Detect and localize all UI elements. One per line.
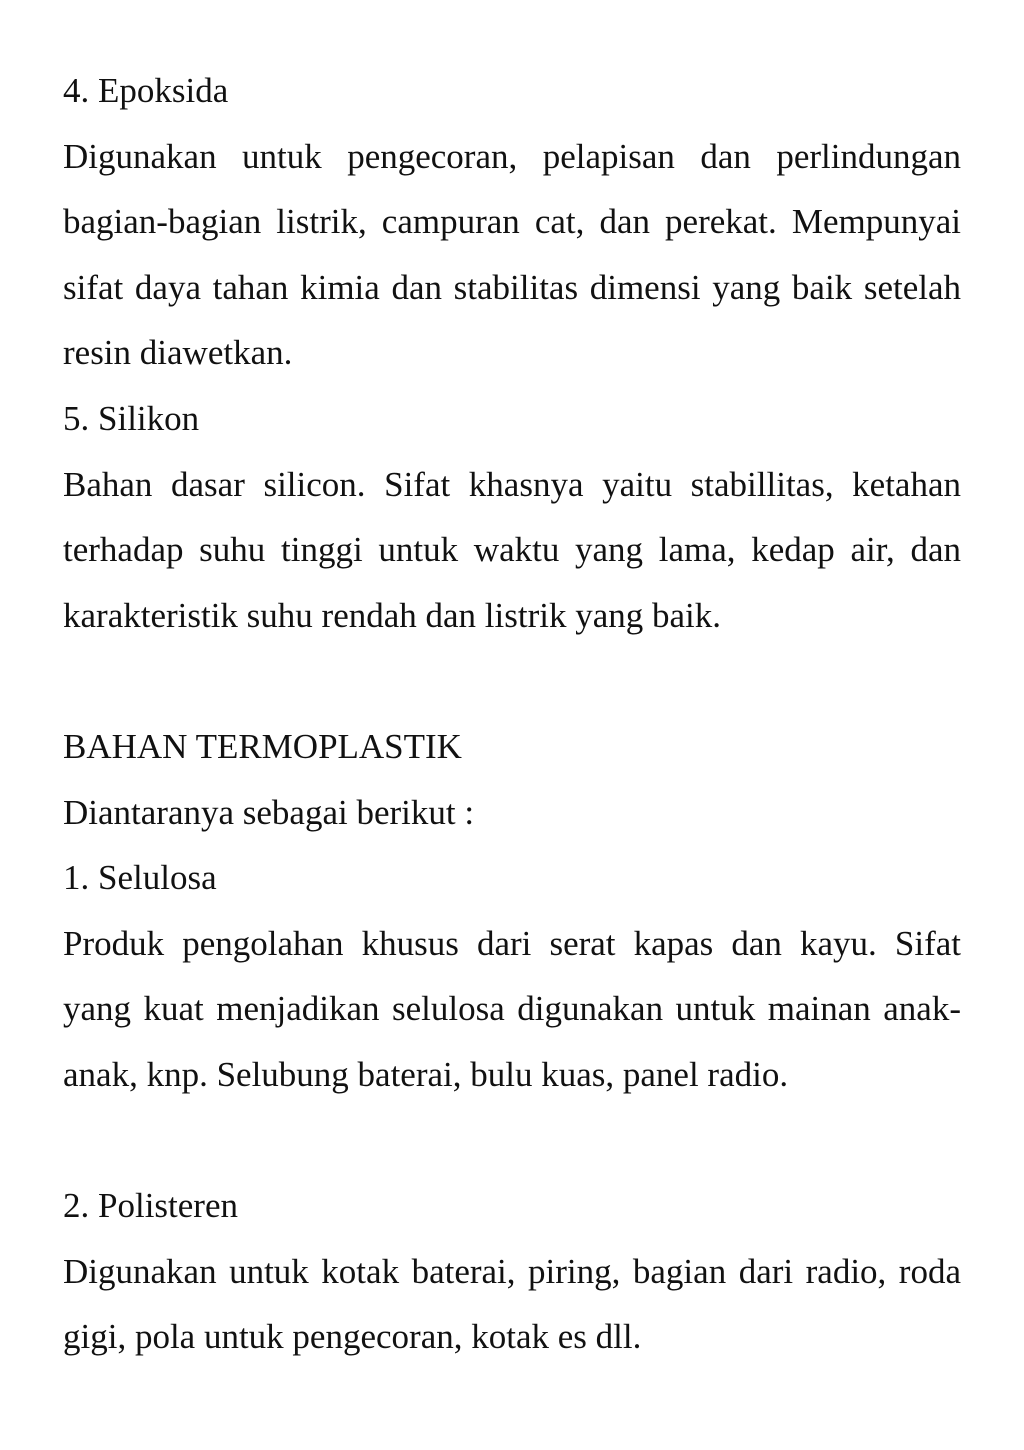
- heading-silikon: 5. Silikon: [63, 398, 200, 438]
- blank-line: [63, 648, 961, 714]
- intro-termoplastik: Diantaranya sebagai berikut :: [63, 792, 475, 832]
- heading-selulosa: 1. Selulosa: [63, 858, 217, 898]
- paragraph-silikon: Bahan dasar silicon. Sifat khasnya yaitu stabillitas, ketahan terhadap suhu tinggi untuk waktu yang lama, kedap air, dan karakteristik suhu rendah dan listrik yang baik.: [63, 464, 961, 635]
- paragraph-selulosa: Produk pengolahan khusus dari serat kapas dan kayu. Sifat yang kuat menjadikan selulosa digunakan untuk mainan anak-anak, knp. Selubung baterai, bulu kuas, panel radio.: [63, 923, 961, 1094]
- paragraph-polisteren: Digunakan untuk kotak baterai, piring, bagian dari radio, roda gigi, pola untuk pengecoran, kotak es dll.: [63, 1251, 961, 1357]
- paragraph-epoksida: Digunakan untuk pengecoran, pelapisan dan perlindungan bagian-bagian listrik, campuran cat, dan perekat. Mempunyai sifat daya tahan kimia dan stabilitas dimensi yang baik setelah resin diawetkan.: [63, 136, 961, 373]
- heading-polisteren: 2. Polisteren: [63, 1186, 238, 1226]
- blank-line: [63, 1108, 961, 1174]
- heading-epoksida: 4. Epoksida: [63, 71, 229, 110]
- section-title-termoplastik: BAHAN TERMOPLASTIK: [63, 726, 462, 766]
- document-page: [63, 58, 961, 1370]
